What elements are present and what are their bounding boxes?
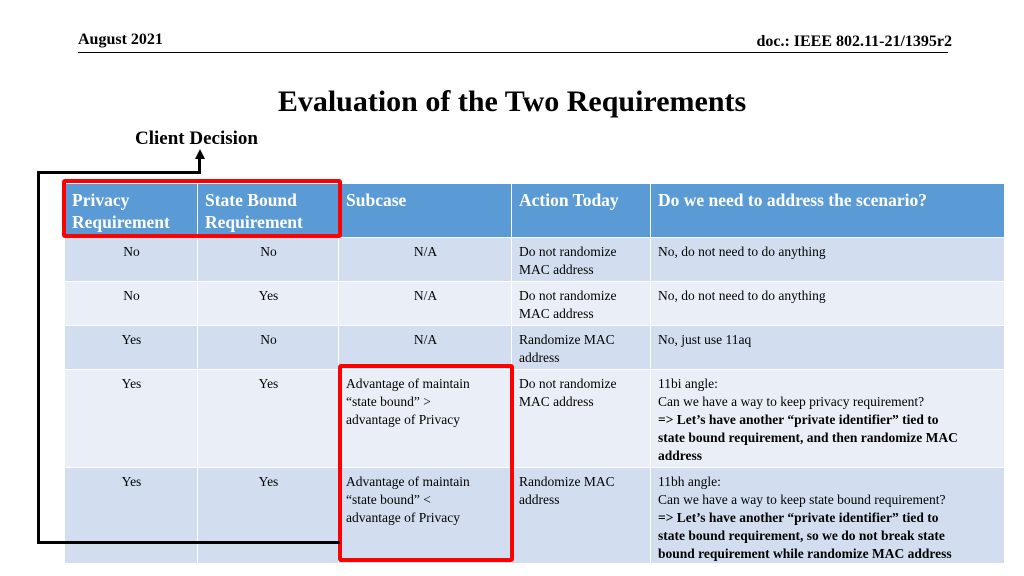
table-row (65, 326, 1005, 370)
cell-state-bound: No (198, 326, 339, 370)
col-header-state-bound: State Bound Requirement (198, 184, 339, 238)
cell-subcase: N/A (339, 326, 512, 370)
subtitle-client-decision: Client Decision (135, 128, 258, 149)
col-header-subcase: Subcase (339, 184, 512, 238)
cell-state-bound: No (198, 238, 339, 282)
cell-state-bound: Yes (198, 370, 339, 468)
bracket-bottom-line (37, 541, 340, 544)
col-header-privacy: Privacy Requirement (65, 184, 198, 238)
cell-state-bound: Yes (198, 468, 339, 564)
page-title: Evaluation of the Two Requirements (277, 85, 747, 118)
cell-action: Randomize MAC address (512, 468, 651, 564)
highlight-box-requirements-header (62, 179, 342, 238)
cell-action: Do not randomize MAC address (512, 370, 651, 468)
table-row (65, 238, 1005, 282)
table-row (65, 468, 1005, 564)
header-doc-id: doc.: IEEE 802.11-21/1395r2 (756, 33, 952, 50)
cell-address: No, just use 11aq (651, 326, 1005, 370)
cell-privacy: No (65, 238, 198, 282)
cell-subcase: Advantage of maintain “state bound” < advantage of Privacy (339, 468, 512, 564)
highlight-box-subcase-rows (338, 364, 514, 562)
cell-privacy: Yes (65, 468, 198, 564)
cell-state-bound: Yes (198, 282, 339, 326)
cell-action: Randomize MAC address (512, 326, 651, 370)
arrow-up-icon (195, 149, 205, 159)
cell-address: No, do not need to do anything (651, 238, 1005, 282)
bracket-up-line (198, 158, 201, 174)
cell-subcase: N/A (339, 282, 512, 326)
cell-action: Do not randomize MAC address (512, 282, 651, 326)
cell-privacy: Yes (65, 370, 198, 468)
col-header-address-scenario: Do we need to address the scenario? (651, 184, 1005, 238)
table-row (65, 282, 1005, 326)
table-row (65, 370, 1005, 468)
cell-subcase: N/A (339, 238, 512, 282)
cell-privacy: Yes (65, 326, 198, 370)
cell-action: Do not randomize MAC address (512, 238, 651, 282)
header-date: August 2021 (78, 31, 163, 48)
cell-address: No, do not need to do anything (651, 282, 1005, 326)
cell-subcase: Advantage of maintain “state bound” > advantage of Privacy (339, 370, 512, 468)
col-header-action-today: Action Today (512, 184, 651, 238)
cell-address: 11bh angle: Can we have a way to keep state bound requirement? => Let’s have another “private identifier” tied to state bound requirement, so we do not break state bound requirement while randomize MAC address (651, 468, 1005, 564)
cell-address: 11bi angle: Can we have a way to keep privacy requirement? => Let’s have another “private identifier” tied to state bound requirement, and then randomize MAC address (651, 370, 1005, 468)
bracket-top-line (37, 171, 201, 174)
bracket-left-line (37, 171, 40, 544)
evaluation-table (64, 183, 1005, 564)
cell-privacy: No (65, 282, 198, 326)
header-rule (78, 52, 948, 53)
